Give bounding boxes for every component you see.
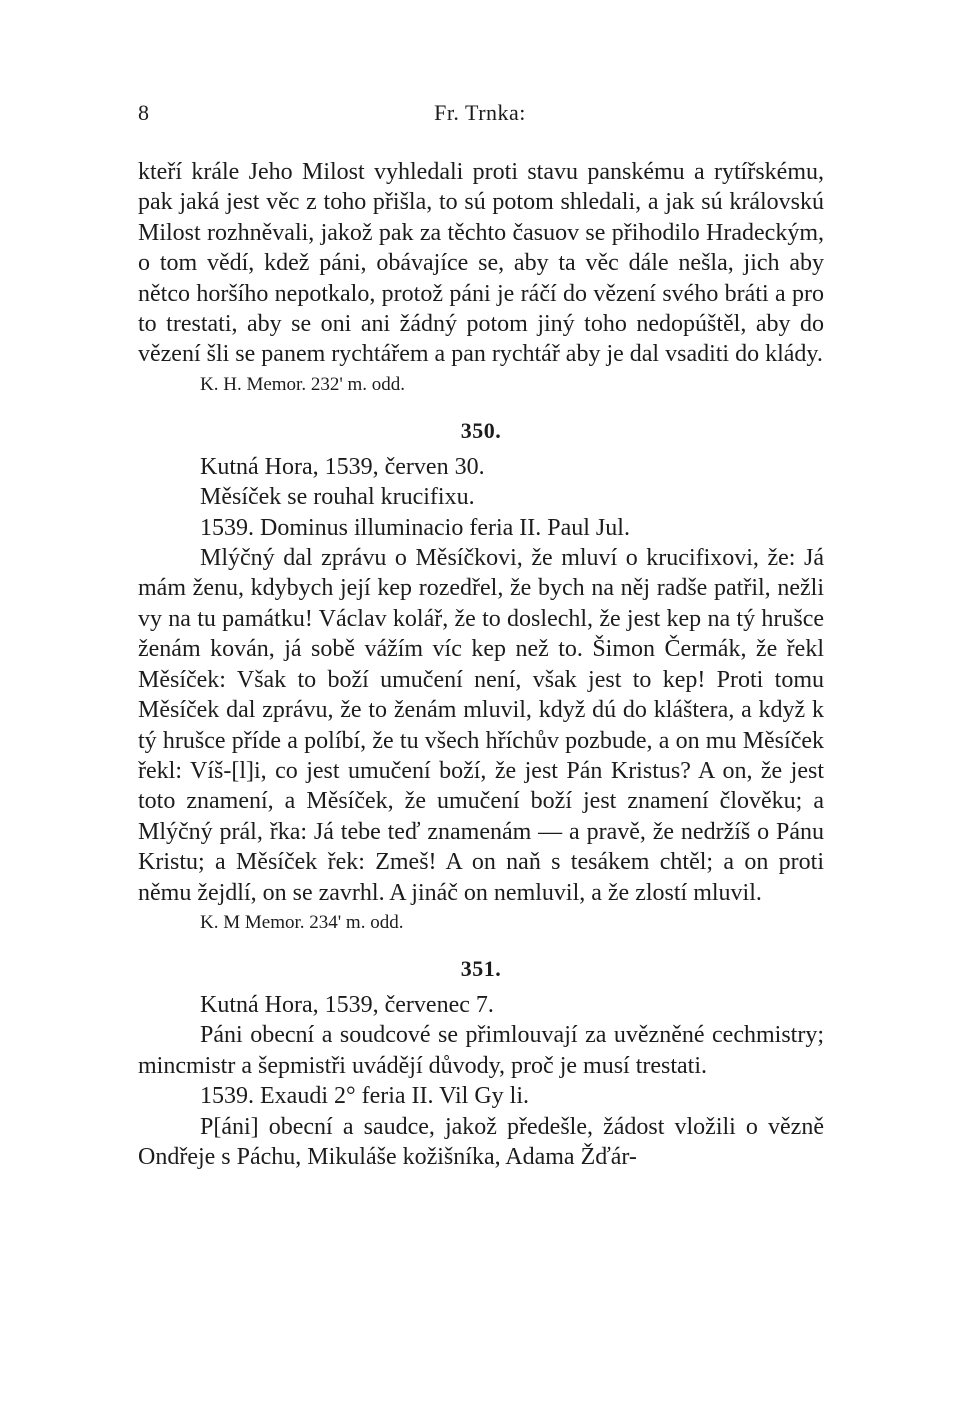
page-header [138,100,822,130]
document-body: P[áni] obecní a saudce, jakož předešle, žádost vložili o vězně Ondřeje s Páchu, Mikuláše kožišníka, Adama Žďár- [138,1113,824,1170]
page-number: 8 [138,100,149,125]
page-body [138,157,824,1172]
document-350 [138,418,824,936]
document-summary: Páni obecní a soudcové se přimlouvají za uvězněné cechmistry; mincmistr a šepmistři uvádějí důvody, proč je musí trestati. [138,1022,824,1079]
intro-paragraph: kteří krále Jeho Milost vyhledali proti stavu panskému a rytířskému, pak jaká jest věc z toho přišla, to sú potom shledali, a jak sú královskú Milost rozhněvali, jakož pak za těchto časuov se přihodilo Hradeckým, o tom vědí, kdež páni, obávajíce se, aby ta věc dále nešla, jich aby nětco horšího nepotkalo, protož páni je ráčí do vězení svého bráti a pro to trestati, aby se oni ani žádný potom jiný toho nedopúštěl, aby do vězení šli se panem rychtářem a pan rychtář aby je dal vsaditi do klády. [138,159,824,368]
document-number: 351. [460,955,502,981]
document-dating: 1539. Dominus illuminacio feria II. Paul Jul. [200,514,630,541]
running-head: Fr. Trnka: [434,100,526,125]
document-summary: Měsíček se rouhal krucifixu. [200,484,475,511]
document-place-date: Kutná Hora, 1539, červen 30. [200,453,485,480]
document-signature: K. M Memor. 234' m. odd. [200,911,404,933]
document-351 [138,956,824,1172]
intro-signature: K. H. Memor. 232' m. odd. [200,373,406,395]
document-body: Mlýčný dal zprávu o Měsíčkovi, že mluví o krucifixovi, že: Já mám ženu, kdybych její kep rozedřel, že bych na něj radše patřil, nežli vy na tu památku! Václav kolář, že to doslechl, že jest kep na tý hrušce ženám kován, já sobě vážím víc kep než to. Šimon Čermák, že řekl Měsíček: Však to boží umučení není, však jest to kep! Proti tomu Měsíček dal zprávu, že to ženám mluvil, když dú do kláštera, a když k tý hrušce příde a políbí, že tu všech hříchův pozbude, a on mu Měsíček řekl: Víš-[l]i, co jest umučení boží, že jest Pán Kristus? A on, že jest toto znamení, a Měsíček, že umučení boží jest znamení člověku; a Mlýčný prál, řka: Já tebe teď znamenám — a pravě, že nedržíš o Pánu Kristu; a Měsíček řek: Zmeš! A on naň s tesákem chtěl; a on proti němu žejdlí, on se zavrhl. A jináč on nemluvil, a že zlostí mluvil. [138,545,824,906]
document-number: 350. [460,417,502,443]
document-place-date: Kutná Hora, 1539, červenec 7. [200,991,494,1018]
document-dating: 1539. Exaudi 2° feria II. Vil Gy li. [200,1083,529,1110]
